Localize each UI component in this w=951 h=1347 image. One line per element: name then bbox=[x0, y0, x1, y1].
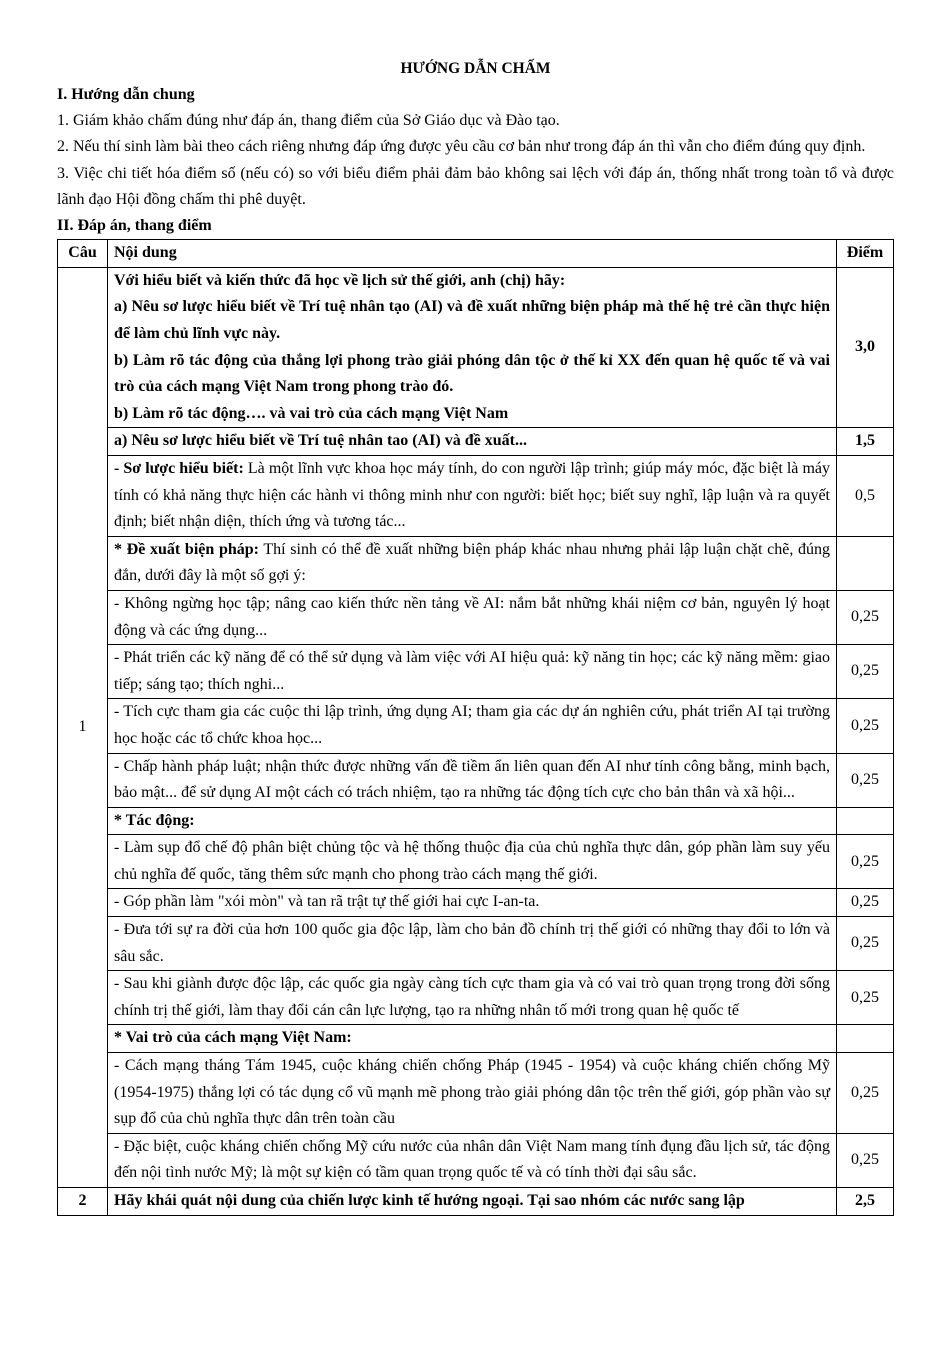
answer-score: 0,25 bbox=[837, 917, 894, 971]
answer-content bbox=[108, 536, 837, 590]
answer-lead: a) Nêu sơ lược hiểu biết về Trí tuệ nhân tao (AI) và đề xuất... bbox=[114, 432, 527, 450]
answer-row bbox=[58, 699, 894, 753]
answer-row bbox=[58, 1133, 894, 1187]
answer-row bbox=[58, 590, 894, 644]
answer-lead: * Tác động: bbox=[114, 811, 195, 829]
question-row bbox=[58, 267, 894, 428]
answer-row bbox=[58, 889, 894, 917]
answer-row bbox=[58, 917, 894, 971]
answer-score: 1,5 bbox=[837, 428, 894, 456]
answer-row bbox=[58, 536, 894, 590]
answer-row bbox=[58, 971, 894, 1025]
question-text bbox=[108, 267, 837, 428]
answer-row bbox=[58, 455, 894, 536]
answer-text: - Góp phần làm "xói mòn" và tan rã trật tự thế giới hai cực I-an-ta. bbox=[114, 893, 540, 911]
question-score: 2,5 bbox=[837, 1188, 894, 1216]
answer-content bbox=[108, 455, 837, 536]
header-content: Nội dung bbox=[108, 240, 837, 268]
answer-content bbox=[108, 971, 837, 1025]
header-score: Điểm bbox=[837, 240, 894, 268]
answer-content bbox=[108, 699, 837, 753]
answer-lead: * Đề xuất biện pháp: bbox=[114, 540, 259, 558]
answer-text: - Chấp hành pháp luật; nhận thức được những vấn đề tiềm ẩn liên quan đến AI như tính công bằng, minh bạch, bảo mật... để sử dụng AI một cách có trách nhiệm, tạo ra những tác động tích cực cho bản thân và xã hội... bbox=[114, 757, 830, 802]
question-text: Hãy khái quát nội dung của chiến lược kinh tế hướng ngoại. Tại sao nhóm các nước sang lập bbox=[108, 1188, 837, 1216]
answer-content bbox=[108, 1133, 837, 1187]
answer-row bbox=[58, 645, 894, 699]
question-line: Với hiểu biết và kiến thức đã học về lịch sử thế giới, anh (chị) hãy: bbox=[114, 271, 566, 289]
table-header-row bbox=[58, 240, 894, 268]
answer-table bbox=[57, 239, 894, 1215]
answer-lead: * Vai trò của cách mạng Việt Nam: bbox=[114, 1029, 352, 1047]
answer-score: 0,25 bbox=[837, 835, 894, 889]
document-page bbox=[57, 56, 894, 1216]
answer-score: 0,25 bbox=[837, 645, 894, 699]
answer-content bbox=[108, 889, 837, 917]
answer-content bbox=[108, 1025, 837, 1053]
answer-text: - Làm sụp đổ chế độ phân biệt chủng tộc và hệ thống thuộc địa của chủ nghĩa thực dân, góp phần làm suy yếu chủ nghĩa đế quốc, tăng thêm sức mạnh cho phong trào cách mạng thế giới. bbox=[114, 839, 830, 883]
answer-row bbox=[58, 835, 894, 889]
question-line: b) Làm rõ tác động của thắng lợi phong trào giải phóng dân tộc ở thế kỉ XX đến quan hệ quốc tế và vai trò của cách mạng Việt Nam trong phong trào đó. bbox=[114, 351, 830, 396]
answer-content bbox=[108, 645, 837, 699]
answer-row bbox=[58, 1025, 894, 1053]
answer-text: - Đưa tới sự ra đời của hơn 100 quốc gia độc lập, làm cho bản đồ chính trị thế giới có những thay đổi to lớn và sâu sắc. bbox=[114, 921, 830, 965]
answer-row bbox=[58, 1053, 894, 1134]
answer-text: - Phát triển các kỹ năng để có thể sử dụng và làm việc với AI hiệu quả: kỹ năng tin học; các kỹ năng mềm: giao tiếp; sáng tạo; thích nghi... bbox=[114, 649, 830, 693]
answer-score: 0,25 bbox=[837, 1133, 894, 1187]
answer-content bbox=[108, 590, 837, 644]
question-row bbox=[58, 1188, 894, 1216]
question-number: 1 bbox=[58, 267, 108, 1187]
answer-text: - Tích cực tham gia các cuộc thi lập trình, ứng dụng AI; tham gia các dự án nghiên cứu, phát triển AI tại trường học hoặc các tổ chức khoa học... bbox=[114, 703, 830, 747]
answer-score: 0,25 bbox=[837, 971, 894, 1025]
answer-content bbox=[108, 917, 837, 971]
answer-content bbox=[108, 835, 837, 889]
section-1-heading: I. Hướng dẫn chung bbox=[57, 86, 195, 103]
answer-content bbox=[108, 428, 837, 456]
answer-score: 0,5 bbox=[837, 455, 894, 536]
guideline-item: 1. Giám khảo chấm đúng như đáp án, thang điểm của Sở Giáo dục và Đào tạo. bbox=[57, 112, 560, 130]
answer-score: 0,25 bbox=[837, 753, 894, 807]
answer-text: Là một lĩnh vực khoa học máy tính, do con người lập trình; giúp máy móc, đặc biệt là máy tính có khả năng thực hiện các hành vi thông minh như con người: biết học; biết suy nghĩ, lập luận và ra quyết định; biết nhận diện, thích ứng và tương tác... bbox=[114, 459, 830, 531]
answer-content bbox=[108, 807, 837, 835]
answer-text: - Sau khi giành được độc lập, các quốc gia ngày càng tích cực tham gia và có vai trò quan trọng trong đời sống chính trị thế giới, làm thay đổi cán cân lực lượng, tạo ra những nhân tố mới trong quan hệ quốc tế bbox=[114, 975, 830, 1019]
document-title: HƯỚNG DẪN CHẤM bbox=[400, 60, 551, 77]
question-number: 2 bbox=[58, 1188, 108, 1216]
answer-text: - Không ngừng học tập; nâng cao kiến thức nền tảng về AI: nắm bắt những khái niệm cơ bản, nguyên lý hoạt động và các ứng dụng... bbox=[114, 594, 830, 639]
answer-text: - Đặc biệt, cuộc kháng chiến chống Mỹ cứu nước của nhân dân Việt Nam mang tính đụng đầu lịch sử, tác động đến nội tình nước Mỹ; là một sự kiện có tầm quan trọng quốc tế và có tính thời đại sâu sắc. bbox=[114, 1137, 830, 1182]
answer-score bbox=[837, 1025, 894, 1053]
answer-text: Thí sinh có thể đề xuất những biện pháp khác nhau nhưng phải lập luận chặt chẽ, đúng đắn, dưới đây là một số gợi ý: bbox=[114, 540, 831, 585]
answer-score: 0,25 bbox=[837, 1053, 894, 1134]
answer-row bbox=[58, 428, 894, 456]
answer-content bbox=[108, 1053, 837, 1134]
answer-score: 0,25 bbox=[837, 590, 894, 644]
answer-row bbox=[58, 753, 894, 807]
answer-score: 0,25 bbox=[837, 889, 894, 917]
guideline-item: 2. Nếu thí sinh làm bài theo cách riêng nhưng đáp ứng được yêu cầu cơ bản như trong đáp án thì vẫn cho điểm đúng quy định. bbox=[57, 138, 866, 156]
guideline-item: 3. Việc chi tiết hóa điểm số (nếu có) so với biểu điểm phải đảm bảo không sai lệch với đáp án, thống nhất trong toàn tổ và được lãnh đạo Hội đồng chấm thi phê duyệt. bbox=[57, 164, 894, 208]
answer-lead: - Sơ lược hiểu biết: bbox=[114, 459, 244, 477]
answer-score bbox=[837, 536, 894, 590]
answer-text: - Cách mạng tháng Tám 1945, cuộc kháng chiến chống Pháp (1945 - 1954) và cuộc kháng chiến chống Mỹ (1954-1975) thắng lợi có tác dụng cổ vũ mạnh mẽ phong trào giải phóng dân tộc trên thế giới, góp phần vào sự sụp đổ của chủ nghĩa thực dân trên toàn cầu bbox=[114, 1057, 830, 1128]
header-question: Câu bbox=[58, 240, 108, 268]
answer-content bbox=[108, 753, 837, 807]
answer-score: 0,25 bbox=[837, 699, 894, 753]
answer-score bbox=[837, 807, 894, 835]
question-line: b) Làm rõ tác động…. và vai trò của cách mạng Việt Nam bbox=[114, 404, 509, 422]
answer-row bbox=[58, 807, 894, 835]
question-score: 3,0 bbox=[837, 267, 894, 428]
question-line: a) Nêu sơ lược hiểu biết về Trí tuệ nhân tạo (AI) và đề xuất những biện pháp mà thế hệ trẻ cần thực hiện để làm chủ lĩnh vực này. bbox=[114, 298, 830, 342]
section-2-heading: II. Đáp án, thang điểm bbox=[57, 217, 212, 235]
